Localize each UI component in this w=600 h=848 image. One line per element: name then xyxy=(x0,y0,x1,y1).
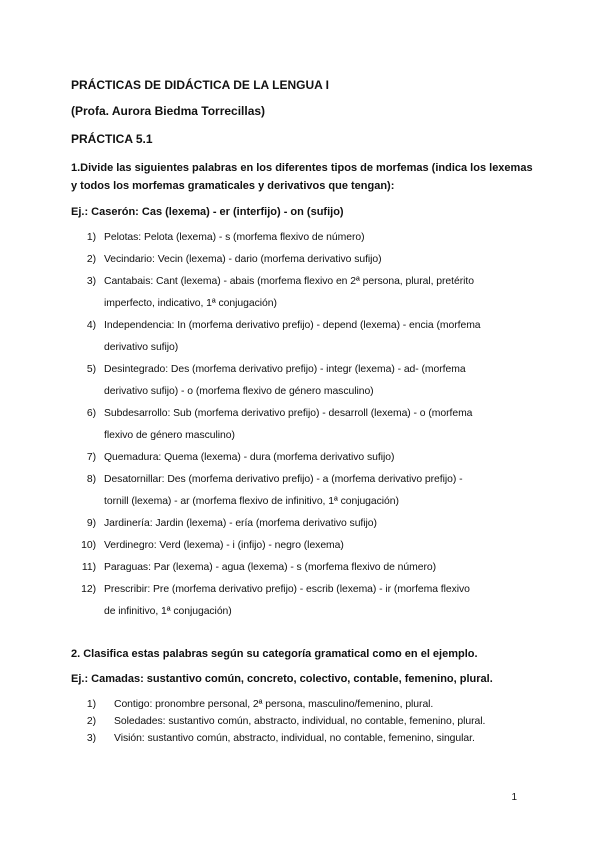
list-item-text: de infinitivo, 1ª conjugación) xyxy=(104,606,232,617)
section2-instruction: 2. Clasifica estas palabras según su categoría gramatical como en el ejemplo. xyxy=(71,648,478,660)
list-item-number: 11) xyxy=(81,562,96,573)
list-item-number: 3) xyxy=(86,733,96,744)
list-item-text: derivativo sufijo) - o (morfema flexivo de género masculino) xyxy=(104,386,374,397)
list-item-number: 2) xyxy=(86,254,96,265)
list-item-text: imperfecto, indicativo, 1ª conjugación) xyxy=(104,298,277,309)
list-item-text: Vecindario: Vecin (lexema) - dario (morfema derivativo sufijo) xyxy=(104,254,382,265)
list-item-text: Desatornillar: Des (morfema derivativo prefijo) - a (morfema derivativo prefijo) - xyxy=(104,474,463,485)
list-item-text: Quemadura: Quema (lexema) - dura (morfema derivativo sufijo) xyxy=(104,452,395,463)
list-item-number: 7) xyxy=(86,452,96,463)
list-item-number: 6) xyxy=(86,408,96,419)
list-item-text: Prescribir: Pre (morfema derivativo prefijo) - escrib (lexema) - ir (morfema flexivo xyxy=(104,584,470,595)
list-item-text: Paraguas: Par (lexema) - agua (lexema) - s (morfema flexivo de número) xyxy=(104,562,437,573)
list-item-text: Visión: sustantivo común, abstracto, individual, no contable, femenino, singular. xyxy=(114,733,475,744)
list-item-text: Soledades: sustantivo común, abstracto, individual, no contable, femenino, plural. xyxy=(114,716,486,727)
list-item-number: 10) xyxy=(81,540,96,551)
author-line: (Profa. Aurora Biedma Torrecillas) xyxy=(71,104,266,118)
section1-instruction-line1: 1.Divide las siguientes palabras en los diferentes tipos de morfemas (indica los lexemas xyxy=(71,162,533,174)
list-item-text: Subdesarrollo: Sub (morfema derivativo prefijo) - desarroll (lexema) - o (morfema xyxy=(104,408,473,419)
list-item-text: Desintegrado: Des (morfema derivativo prefijo) - integr (lexema) - ad- (morfema xyxy=(104,364,466,375)
page-number: 1 xyxy=(511,792,517,803)
list-item-number: 8) xyxy=(86,474,96,485)
list-item-number: 2) xyxy=(86,716,96,727)
list-item-text: Pelotas: Pelota (lexema) - s (morfema flexivo de número) xyxy=(104,232,365,243)
section2-example: Ej.: Camadas: sustantivo común, concreto, colectivo, contable, femenino, plural. xyxy=(71,673,493,685)
list-item-number: 4) xyxy=(86,320,96,331)
list-item-number: 1) xyxy=(86,232,96,243)
list-item-number: 9) xyxy=(86,518,96,529)
list-item-text: derivativo sufijo) xyxy=(104,342,179,353)
list-item-text: Independencia: In (morfema derivativo prefijo) - depend (lexema) - encia (morfema xyxy=(104,320,481,331)
section1-instruction-line2: y todos los morfemas gramaticales y derivativos que tengan): xyxy=(71,180,395,192)
document-title: PRÁCTICAS DE DIDÁCTICA DE LA LENGUA I xyxy=(71,78,329,92)
list-item-number: 5) xyxy=(86,364,96,375)
section1-example: Ej.: Caserón: Cas (lexema) - er (interfijo) - on (sufijo) xyxy=(71,206,344,218)
practice-heading: PRÁCTICA 5.1 xyxy=(71,132,153,146)
list-item-text: Verdinegro: Verd (lexema) - i (infijo) - negro (lexema) xyxy=(104,540,344,551)
list-item-number: 1) xyxy=(86,699,96,710)
list-item-number: 12) xyxy=(81,584,96,595)
list-item-number: 3) xyxy=(86,276,96,287)
list-item-text: Jardinería: Jardin (lexema) - ería (morfema derivativo sufijo) xyxy=(104,518,377,529)
list-item-text: flexivo de género masculino) xyxy=(104,430,235,441)
list-item-text: Contigo: pronombre personal, 2ª persona, masculino/femenino, plural. xyxy=(114,699,434,710)
list-item-text: Cantabais: Cant (lexema) - abais (morfema flexivo en 2ª persona, plural, pretérito xyxy=(104,276,474,287)
list-item-text: tornill (lexema) - ar (morfema flexivo de infinitivo, 1ª conjugación) xyxy=(104,496,399,507)
